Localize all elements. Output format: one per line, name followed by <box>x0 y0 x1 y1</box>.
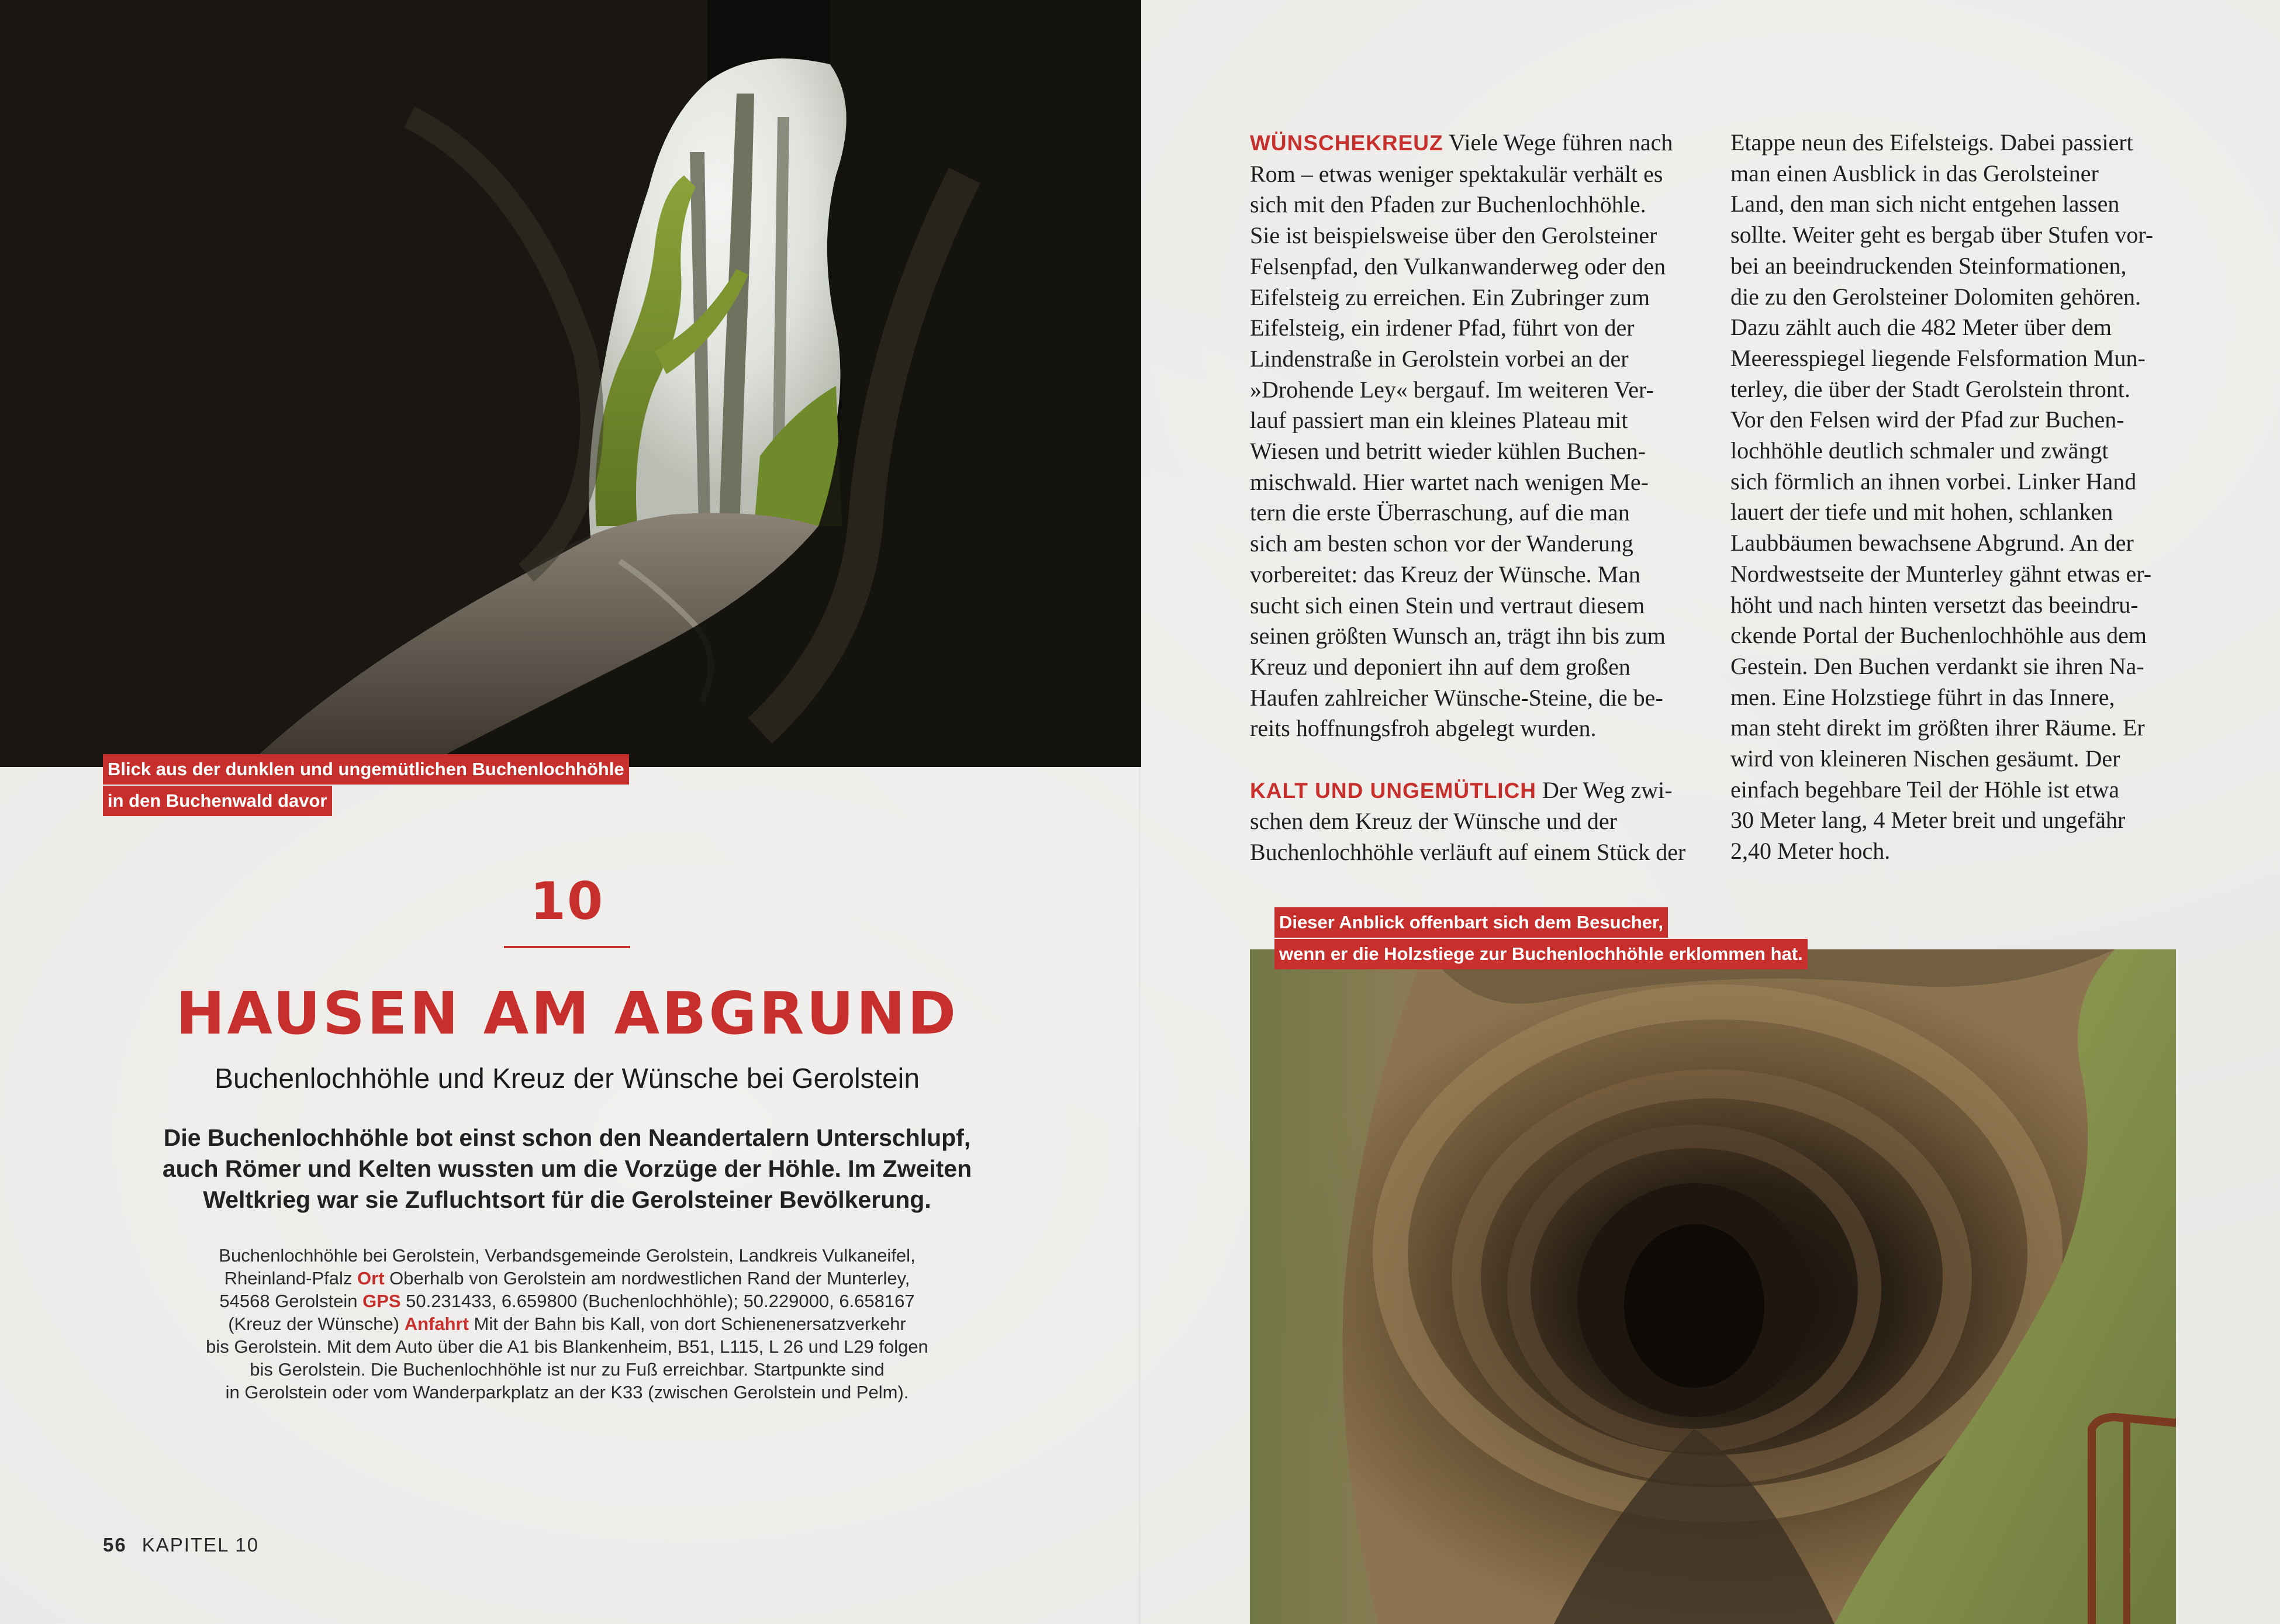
info-label-gps: GPS <box>362 1291 401 1311</box>
text-line: Viele Wege führen nach <box>1448 129 1673 156</box>
text-line: Vor den Felsen wird der Pfad zur Buchen- <box>1730 406 2124 433</box>
text-line: 30 Meter lang, 4 Meter breit und ungefähr <box>1730 807 2126 834</box>
text-line: Eifelsteig, ein irdener Pfad, führt von der <box>1250 315 1635 341</box>
text-line: Etappe neun des Eifelsteigs. Dabei passiert <box>1730 129 2133 156</box>
text-line: Land, den man sich nicht entgehen lassen <box>1730 191 2120 217</box>
text-line: »Drohende Ley« bergauf. Im weiteren Ver- <box>1250 376 1654 403</box>
text-line: schen dem Kreuz der Wünsche und der <box>1250 808 1617 835</box>
text-line: Dazu zählt auch die 482 Meter über dem <box>1730 314 2112 341</box>
info-label-anfahrt: Anfahrt <box>404 1314 469 1334</box>
text-line: einfach begehbare Teil der Höhle ist etwa <box>1730 776 2120 803</box>
text-column-2 <box>1730 127 2186 867</box>
text-line: die zu den Gerolsteiner Dolomiten gehören. <box>1730 283 2141 310</box>
text-line: man steht direkt im größten ihrer Räume. Er <box>1730 714 2145 741</box>
text-line: terley, die über der Stadt Gerolstein thront. <box>1730 375 2130 402</box>
paragraph-continued <box>1730 127 2186 867</box>
lead-line: Weltkrieg war sie Zufluchtsort für die Gerolsteiner Bevölkerung. <box>203 1186 931 1213</box>
photo-cave-tunnel <box>1250 949 2176 1624</box>
text-line: wird von kleineren Nischen gesäumt. Der <box>1730 745 2120 772</box>
text-line: sucht sich einen Stein und vertraut diesem <box>1250 592 1645 618</box>
text-line: Buchenlochhöhle verläuft auf einem Stück der <box>1250 839 1686 866</box>
info-text: Rheinland-Pfalz <box>224 1268 358 1288</box>
caption-top-line-2: in den Buchenwald davor <box>103 786 332 816</box>
text-line: men. Eine Holzstiege führt in das Innere, <box>1730 683 2115 710</box>
chapter-rule <box>504 946 630 948</box>
info-text: 50.231433, 6.659800 (Buchenlochhöhle); 50.229000, 6.658167 <box>400 1291 915 1311</box>
paragraph-kalt <box>1250 775 1706 868</box>
info-text: (Kreuz der Wünsche) <box>228 1314 405 1334</box>
text-line: Eifelsteig zu erreichen. Ein Zubringer zum <box>1250 284 1650 310</box>
text-line: ckende Portal der Buchenlochhöhle aus dem <box>1730 622 2147 649</box>
caption-bottom-photo <box>1274 907 1808 970</box>
text-line: Kreuz und deponiert ihn auf dem großen <box>1250 653 1630 680</box>
chapter-label: KAPITEL 10 <box>141 1534 260 1556</box>
text-line: reits hoffnungsfroh abgelegt wurden. <box>1250 715 1597 742</box>
info-line: bis Gerolstein. Die Buchenlochhöhle ist nur zu Fuß erreichbar. Startpunkte sind <box>250 1359 885 1380</box>
text-column-1 <box>1250 127 1706 868</box>
caption-bottom-line-1: Dieser Anblick offenbart sich dem Besucher, <box>1274 907 1668 938</box>
caption-top-photo <box>103 754 629 817</box>
chapter-title: HAUSEN AM ABGRUND <box>175 979 959 1048</box>
info-label-ort: Ort <box>357 1268 385 1288</box>
text-line: seinen größten Wunsch an, trägt ihn bis zum <box>1250 623 1666 649</box>
text-line: Felsenpfad, den Vulkanwanderweg oder den <box>1250 253 1666 279</box>
chapter-number: 10 <box>530 871 604 931</box>
lead-line: auch Römer und Kelten wussten um die Vorzüge der Höhle. Im Zweiten <box>162 1155 972 1182</box>
text-line: lauf passiert man ein kleines Plateau mit <box>1250 407 1628 434</box>
text-line: man einen Ausblick in das Gerolsteiner <box>1730 160 2099 186</box>
text-line: lauert der tiefe und mit hohen, schlanken <box>1730 499 2113 526</box>
info-line: bis Gerolstein. Mit dem Auto über die A1 bis Blankenheim, B51, L115, L 26 und L29 folgen <box>206 1336 928 1357</box>
paragraph-gap <box>1250 744 1706 775</box>
paragraph-wuenschekreuz <box>1250 127 1706 744</box>
text-line: Lindenstraße in Gerolstein vorbei an der <box>1250 345 1629 372</box>
text-line: höht und nach hinten versetzt das beeindru- <box>1730 591 2139 618</box>
text-line: mischwald. Hier wartet nach wenigen Me- <box>1250 468 1649 495</box>
section-head-wuenschekreuz: WÜNSCHEKREUZ <box>1250 131 1443 155</box>
page-number: 56 <box>103 1534 127 1556</box>
photo-cave-exit <box>0 0 1141 767</box>
text-line: sich förmlich an ihnen vorbei. Linker Hand <box>1730 468 2137 495</box>
info-box <box>152 1244 982 1404</box>
info-text: 54568 Gerolstein <box>219 1291 363 1311</box>
lead-paragraph <box>129 1122 1006 1215</box>
section-head-kalt: KALT UND UNGEMÜTLICH <box>1250 778 1536 803</box>
lead-line: Die Buchenlochhöhle bot einst schon den Neandertalern Unterschlupf, <box>163 1124 971 1151</box>
text-line: lochhöhle deutlich schmaler und zwängt <box>1730 437 2109 464</box>
text-line: 2,40 Meter hoch. <box>1730 838 1891 865</box>
text-line: Gestein. Den Buchen verdankt sie ihren Na- <box>1730 652 2144 679</box>
text-line: sich am besten schon vor der Wanderung <box>1250 530 1633 557</box>
caption-top-line-1: Blick aus der dunklen und ungemütlichen Buchenlochhöhle <box>103 754 629 785</box>
text-line: Wiesen und betritt wieder kühlen Buchen- <box>1250 438 1646 465</box>
caption-bottom-line-2: wenn er die Holzstiege zur Buchenlochhöhle erklommen hat. <box>1274 939 1808 969</box>
text-line: Laubbäumen bewachsene Abgrund. An der <box>1730 530 2134 557</box>
text-line: Der Weg zwi- <box>1542 776 1673 803</box>
text-line: Rom – etwas weniger spektakulär verhält es <box>1250 160 1663 187</box>
info-text: Mit der Bahn bis Kall, von dort Schienenersatzverkehr <box>468 1314 906 1334</box>
text-line: Haufen zahlreicher Wünsche-Steine, die be- <box>1250 684 1663 711</box>
text-line: bei an beeindruckenden Steinformationen, <box>1730 252 2127 279</box>
text-line: tern die erste Überraschung, auf die man <box>1250 499 1630 526</box>
info-line: in Gerolstein oder vom Wanderparkplatz an der K33 (zwischen Gerolstein und Pelm). <box>225 1382 909 1402</box>
text-line: Meeresspiegel liegende Felsformation Mun- <box>1730 344 2146 371</box>
text-line: sich mit den Pfaden zur Buchenlochhöhle. <box>1250 191 1646 218</box>
text-line: sollte. Weiter geht es bergab über Stufen vor- <box>1730 222 2154 248</box>
chapter-subtitle: Buchenlochhöhle und Kreuz der Wünsche bei Gerolstein <box>214 1063 920 1094</box>
info-line: Buchenlochhöhle bei Gerolstein, Verbandsgemeinde Gerolstein, Landkreis Vulkaneifel, <box>219 1245 916 1266</box>
page-footer <box>103 1534 259 1556</box>
text-line: vorbereitet: das Kreuz der Wünsche. Man <box>1250 561 1640 588</box>
text-line: Sie ist beispielsweise über den Gerolsteiner <box>1250 222 1657 249</box>
text-line: Nordwestseite der Munterley gähnt etwas er- <box>1730 560 2152 587</box>
info-text: Oberhalb von Gerolstein am nordwestlichen Rand der Munterley, <box>384 1268 910 1288</box>
